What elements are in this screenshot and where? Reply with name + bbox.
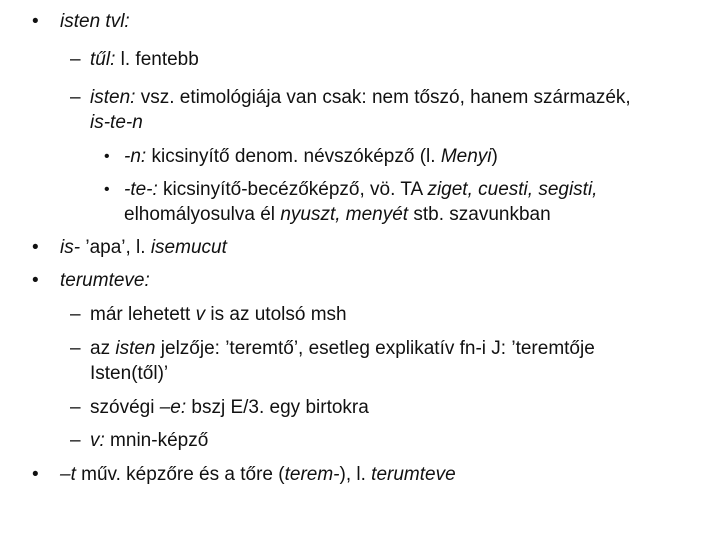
item-text: bszj E/3. egy birtokra <box>186 397 369 418</box>
item-text: stb. szavunkban <box>408 204 551 225</box>
dash-marker: – <box>70 87 81 108</box>
dash-marker: – <box>70 430 81 451</box>
item-text: kicsinyítő-becézőképző, vö. TA <box>157 179 428 200</box>
item-text-italic: isten: <box>90 87 136 108</box>
dash-marker: – <box>70 338 81 359</box>
item-text: kicsinyítő denom. névszóképző (l. <box>146 146 441 167</box>
item-text-italic: tűl: <box>90 49 116 70</box>
dash-marker: – <box>70 304 81 325</box>
bullet-marker: • <box>104 148 110 165</box>
item-text: ), l. <box>339 464 372 485</box>
bullet-marker: • <box>32 11 39 32</box>
item-text: ’apa’, l. <box>80 237 151 258</box>
dash-marker: – <box>70 49 81 70</box>
bullet-marker: • <box>32 237 39 258</box>
item-text-italic: v: <box>90 430 105 451</box>
item-text: mnin-képző <box>104 430 209 451</box>
dash-marker: – <box>70 397 81 418</box>
item-text: is az utolsó msh <box>205 304 347 325</box>
sub-item-az-continuation <box>90 362 168 386</box>
item-text: vsz. etimológiája van csak: nem tőszó, hanem származék, <box>135 87 631 108</box>
bullet-marker: • <box>104 181 110 198</box>
bullet-marker: • <box>32 464 39 485</box>
item-text: Isten(től)’ <box>90 363 169 384</box>
item-text-italic: nyuszt, menyét <box>280 204 409 225</box>
item-text: szóvégi <box>90 397 160 418</box>
item-text-italic: is-te-n <box>90 112 143 133</box>
item-text-italic: isten <box>115 338 156 359</box>
item-text-italic: v <box>195 304 206 325</box>
item-text: l. fentebb <box>115 49 199 70</box>
item-text-italic: isemucut <box>150 237 227 258</box>
sub-item-isten-continuation <box>90 111 143 135</box>
item-text: elhomályosulva él <box>124 204 281 225</box>
item-text-italic: Menyi <box>440 146 492 167</box>
item-text: már lehetett <box>90 304 196 325</box>
item-text-italic: -te-: <box>124 179 158 200</box>
item-text-italic: ziget, cuesti, segisti, <box>427 179 598 200</box>
item-text-italic: -n: <box>124 146 147 167</box>
item-text-italic: isten tvl: <box>60 11 130 32</box>
item-text: az <box>90 338 116 359</box>
item-text: jelzője: ’teremtő’, esetleg explikatív fn-i J: ’teremtője <box>155 338 595 359</box>
subsub-item-te-continuation <box>124 203 551 227</box>
item-text-italic: terumteve: <box>60 270 150 291</box>
item-text-italic: –e: <box>159 397 187 418</box>
bullet-marker: • <box>32 270 39 291</box>
item-text-italic: is- <box>60 237 81 258</box>
item-text-italic: terumteve <box>371 464 456 485</box>
item-text: műv. képzőre és a tőre ( <box>75 464 285 485</box>
item-text: ) <box>491 146 498 167</box>
item-text-italic: terem- <box>284 464 340 485</box>
item-text-italic: –t <box>60 464 76 485</box>
